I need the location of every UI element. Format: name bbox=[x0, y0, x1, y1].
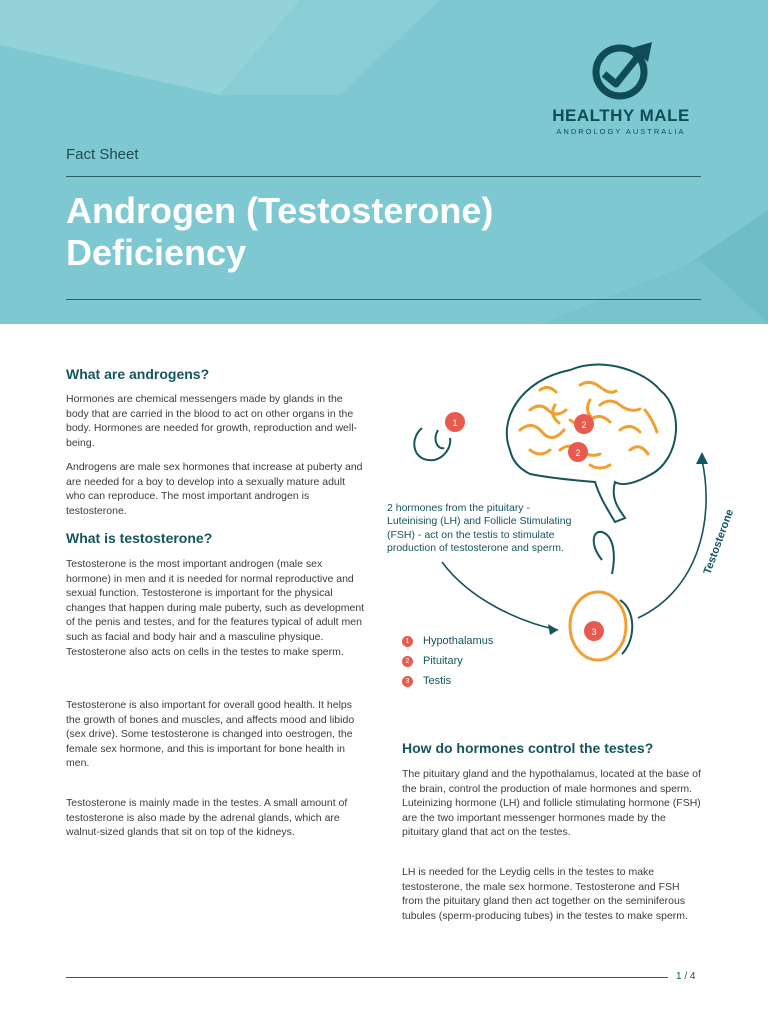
svg-text:3: 3 bbox=[591, 627, 597, 637]
testosterone-arrow bbox=[638, 460, 706, 618]
paragraph-lh-function: LH is needed for the Leydig cells in the testes to make testosterone, the male sex hormone. Testosterone and FSH from the pituitary gland then act together on the seminiferous tubules (sperm-producing tubes) in the testes to make sperm. bbox=[402, 866, 688, 922]
paragraph-pituitary-control: The pituitary gland and the hypothalamus, located at the base of the brain, control the production of male hormones and sperm. Luteinizing hormone (LH) and follicle stimulating hormone (FSH) are the two important messenger hormones made by the pituitary gland that act on the testes. bbox=[402, 768, 701, 839]
legend-badge: 1 bbox=[402, 636, 413, 647]
pituitary-illustration bbox=[414, 428, 450, 460]
heading-what-are-androgens: What are androgens? bbox=[66, 366, 210, 382]
heading-hormones-control-testes: How do hormones control the testes? bbox=[402, 740, 654, 756]
brand-subtitle: ANDROLOGY AUSTRALIA bbox=[556, 127, 686, 136]
legend-item-testis bbox=[402, 671, 493, 691]
fact-sheet-label: Fact Sheet bbox=[66, 146, 139, 163]
paragraph-androgens: Androgens are male sex hormones that increase at puberty and are needed for a boy to develop into a sexually mature adult who can reproduce. The most important androgen is testosterone. bbox=[66, 461, 363, 517]
legend-label: Hypothalamus bbox=[423, 635, 494, 647]
svg-text:1: 1 bbox=[452, 418, 458, 428]
header-rule-top bbox=[66, 176, 701, 177]
legend-badge: 2 bbox=[402, 656, 413, 667]
marker-1-hypothalamus bbox=[574, 414, 594, 434]
heading-what-is-testosterone: What is testosterone? bbox=[66, 530, 213, 546]
testosterone-arrow-label: Testosterone bbox=[701, 507, 737, 577]
paragraph-hormones: Hormones are chemical messengers made by glands in the body that are carried in the blood to act on other organs in the body. Hormones are needed for growth, reproduction and well-being. bbox=[66, 393, 358, 449]
legend-label: Testis bbox=[423, 675, 452, 687]
brand-logo bbox=[540, 36, 702, 136]
legend-badge: 3 bbox=[402, 676, 413, 687]
marker-3-testis bbox=[584, 621, 604, 641]
marker-2-pituitary bbox=[445, 412, 465, 432]
title-line-1: Androgen (Testosterone) bbox=[66, 190, 494, 231]
diagram-caption: 2 hormones from the pituitary - Luteinising (LH) and Follicle Stimulating (FSH) - act on the testis to stimulate production of testosterone and sperm. bbox=[387, 502, 572, 555]
brain-illustration bbox=[507, 365, 676, 522]
paragraph-testosterone-source: Testosterone is mainly made in the testes. A small amount of testosterone is also made by the adrenal glands, which are walnut-sized glands that sit on top of the kidneys. bbox=[66, 797, 348, 839]
paragraph-testosterone-intro: Testosterone is the most important androgen (male sex hormone) in men and it is needed for normal reproductive and sexual function. Testosterone is important for the physical changes that happen during male puberty, such as development of the penis and testes, and for the features typical of adult men such as facial and body hair and a masculine physique. Testosterone also acts on cells in the testes to make sperm. bbox=[66, 558, 365, 658]
page-title bbox=[66, 190, 493, 274]
legend-item-pituitary bbox=[402, 651, 493, 671]
header-banner bbox=[0, 0, 768, 324]
hormone-arrow bbox=[442, 562, 558, 630]
brand-name: HEALTHY MALE bbox=[552, 106, 690, 125]
hormone-arrow-head bbox=[548, 624, 558, 635]
marker-2-brain bbox=[568, 442, 588, 462]
testis-illustration bbox=[570, 532, 632, 660]
title-line-2: Deficiency bbox=[66, 232, 247, 273]
svg-text:2: 2 bbox=[575, 448, 581, 458]
footer-rule bbox=[66, 977, 668, 978]
testosterone-arrow-head bbox=[696, 452, 708, 464]
legend-label: Pituitary bbox=[423, 655, 463, 667]
legend-item-hypothalamus bbox=[402, 631, 493, 651]
svg-text:2: 2 bbox=[581, 420, 587, 430]
diagram-legend bbox=[402, 631, 493, 691]
page-number: 1 / 4 bbox=[676, 971, 696, 982]
logo-mark-icon bbox=[540, 36, 702, 104]
paragraph-testosterone-health: Testosterone is also important for overall good health. It helps the growth of bones and muscles, and affects mood and libido (sex drive). Some testosterone is changed into oestrogen, the female sex hormone, and this is important for bone health in men. bbox=[66, 699, 355, 770]
header-rule-bottom bbox=[66, 299, 701, 300]
